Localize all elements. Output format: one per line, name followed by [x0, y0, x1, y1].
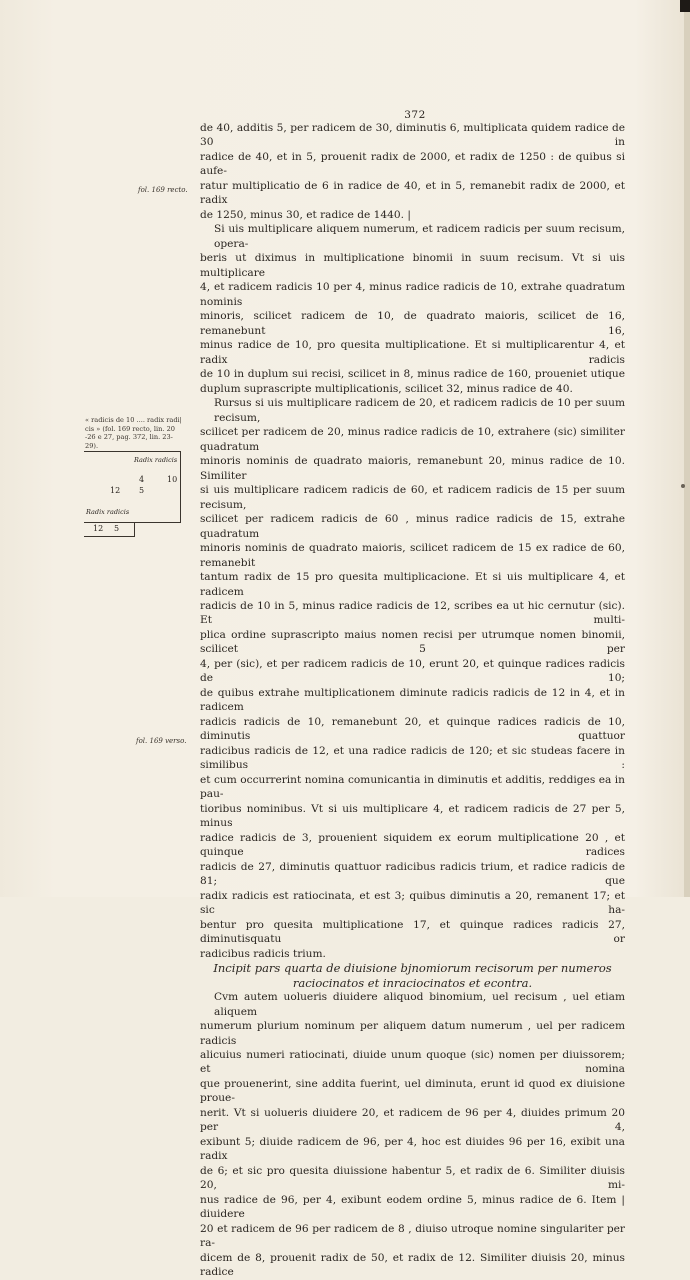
text-line: que prouenerint, sine addita fuerint, uel diminuta, erunt id quod ex diuisione proue-: [200, 1077, 625, 1105]
text-line: Rursus si uis multiplicare radicem de 20, et radicem radicis de 10 per suum recisum,: [214, 397, 625, 424]
text-line: radicis de 10 in 5, minus radice radicis de 12, scribes ea ut hic cernutur (sic). Et multi-: [200, 599, 625, 627]
text-line: de 40, additis 5, per radicem de 30, diminutis 6, multiplicata quidem radice de 30 in: [200, 122, 625, 149]
diagram-value: 5: [139, 486, 145, 495]
diagram-label-bottom: Radix radicis: [86, 508, 130, 516]
text-line: radix radicis est ratiocinata, et est 3; quibus diminutis a 20, remanent 17; et sic ha-: [200, 889, 625, 917]
diagram-label-top: Radix radicis: [134, 456, 178, 464]
variant-note-line: « radicis de 10 .... radix radi|: [85, 416, 182, 424]
text-line: si uis multiplicare radicem radicis de 60, et radicem radicis de 15 per suum recisum,: [200, 484, 625, 511]
text-line: tioribus nominibus. Vt si uis multiplicare 4, et radicem radicis de 27 per 5, minus: [200, 802, 625, 830]
margin-note-folio-verso: fol. 169 verso.: [136, 737, 187, 745]
text-line: Cvm autem uolueris diuidere aliquod binomium, uel recisum , uel etiam aliquem: [214, 991, 625, 1018]
diagram-foot-value: 12: [93, 524, 104, 533]
page-edge: [684, 0, 690, 897]
text-line: ratur multiplicatio de 6 in radice de 40, et in 5, remanebit radix de 2000, et radix: [200, 179, 625, 207]
text-line: alicuius numeri ratiocinati, diuide unum quoque (sic) nomen per diuissorem; et nomina: [200, 1049, 625, 1076]
text-line: minoris, scilicet radicem de 10, de quadrato maioris, scilicet de 16, remanebunt 16,: [200, 310, 625, 337]
text-line: radice radicis de 3, prouenient siquidem ex eorum multiplicatione 20 , et quinque radices: [200, 831, 625, 859]
text-line: radice de 40, et in 5, prouenit radix de 2000, et radix de 1250 : de quibus si aufe-: [200, 150, 625, 178]
text-line: minus radice de 10, pro quesita multiplicatione. Et si multiplicarentur 4, et radix radicis: [200, 339, 625, 366]
section-heading: Incipit pars quarta de diuisione bjnomiorum recisorum per numeros: [213, 961, 612, 976]
text-line: 20 et radicem de 96 per radicem de 8 , diuiso utroque nomine singulariter per ra-: [200, 1222, 625, 1250]
diagram-foot-value: 5: [114, 524, 120, 533]
diagram-value: 10: [167, 475, 178, 484]
variant-note-line: -26 e 27, pag. 372, lin. 23-29).: [85, 433, 173, 450]
text-line: tantum radix de 15 pro quesita multiplicacione. Et si uis multiplicare 4, et radicem: [200, 571, 625, 598]
text-line: radicis de 27, diminutis quattuor radicibus radicis trium, et radice radicis de 81; que: [200, 860, 625, 888]
text-line: plica ordine suprascripto maius nomen recisi per utrumque nomen binomii, scilicet 5 per: [200, 628, 625, 656]
corner-tab: [680, 0, 690, 12]
diagram-value: 12: [110, 486, 121, 495]
text-line: numerum plurium nominum per aliquem datum numerum , uel per radicem radicis: [200, 1020, 625, 1047]
text-line: scilicet per radicem de 20, minus radice radicis de 10, extrahere (sic) similiter quadratum: [200, 426, 625, 453]
text-line: de quibus extrahe multiplicationem diminute radicis radicis de 12 in 4, et in radicem: [200, 686, 625, 714]
page-number: 372: [404, 109, 426, 121]
text-line: 4, et radicem radicis 10 per 4, minus radice radicis de 10, extrahe quadratum nominis: [200, 281, 625, 308]
text-line: duplum suprascripte multiplicationis, scilicet 32, minus radice de 40.: [200, 382, 573, 395]
body-text: [200, 121, 625, 1280]
text-line: beris ut diximus in multiplicatione binomii in suum recisum. Vt si uis multiplicare: [200, 252, 625, 279]
variant-note: [85, 416, 185, 450]
text-line: scilicet per radicem radicis de 60 , minus radice radicis de 15, extrahe quadratum: [200, 513, 625, 540]
diagram-value: 4: [139, 475, 145, 484]
text-line: exibunt 5; diuide radicem de 96, per 4, hoc est diuides 96 per 16, exibit una radix: [200, 1135, 625, 1163]
text-line: nus radice de 96, per 4, exibunt eodem ordine 5, minus radice de 6. Item | diuidere: [200, 1193, 625, 1221]
text-line: minoris nominis de quadrato maioris, scilicet radicem de 15 ex radice de 60, remanebit: [200, 542, 625, 569]
variant-note-line: cis » (fol. 169 recto, lin. 20: [85, 424, 175, 433]
text-line: nerit. Vt si uolueris diuidere 20, et radicem de 96 per 4, diuides primum 20 per 4,: [200, 1106, 625, 1134]
text-line: radicibus radicis trium.: [200, 947, 326, 960]
text-line: de 10 in duplum sui recisi, scilicet in 8, minus radice de 160, proueniet utique: [200, 368, 625, 381]
text-line: radicibus radicis de 12, et una radice radicis de 120; et sic studeas facere in similibus :: [200, 744, 625, 772]
text-line: Si uis multiplicare aliquem numerum, et radicem radicis per suum recisum, opera-: [214, 223, 625, 250]
radix-diagram: [84, 451, 181, 523]
text-line: radicis radicis de 10, remanebunt 20, et quinque radices radicis de 10, diminutis quattuor: [200, 715, 625, 743]
section-heading: raciocinatos et inraciocinatos et econtra.: [292, 975, 533, 990]
margin-note-folio-recto: fol. 169 recto.: [138, 186, 188, 194]
text-line: 4, per (sic), et per radicem radicis de 10, erunt 20, et quinque radices radicis de 10;: [200, 657, 625, 685]
text-line: de 6; et sic pro quesita diuissione habentur 5, et radix de 6. Similiter diuisis 20, mi-: [200, 1164, 625, 1192]
text-line: minoris nominis de quadrato maioris, remanebunt 20, minus radice de 10. Similiter: [200, 455, 625, 482]
diagram-foot: [84, 522, 135, 537]
text-line: dicem de 8, prouenit radix de 50, et radix de 12. Similiter diuisis 20, minus radice: [200, 1251, 625, 1279]
text-line: et cum occurrerint nomina comunicantia in diminutis et additis, reddiges ea in pau-: [200, 773, 625, 801]
margin-dot: [681, 484, 685, 488]
text-line: bentur pro quesita multiplicatione 17, et quinque radices radicis 27, diminutisquatu or: [200, 918, 625, 946]
text-line: de 1250, minus 30, et radice de 1440. |: [200, 208, 411, 221]
